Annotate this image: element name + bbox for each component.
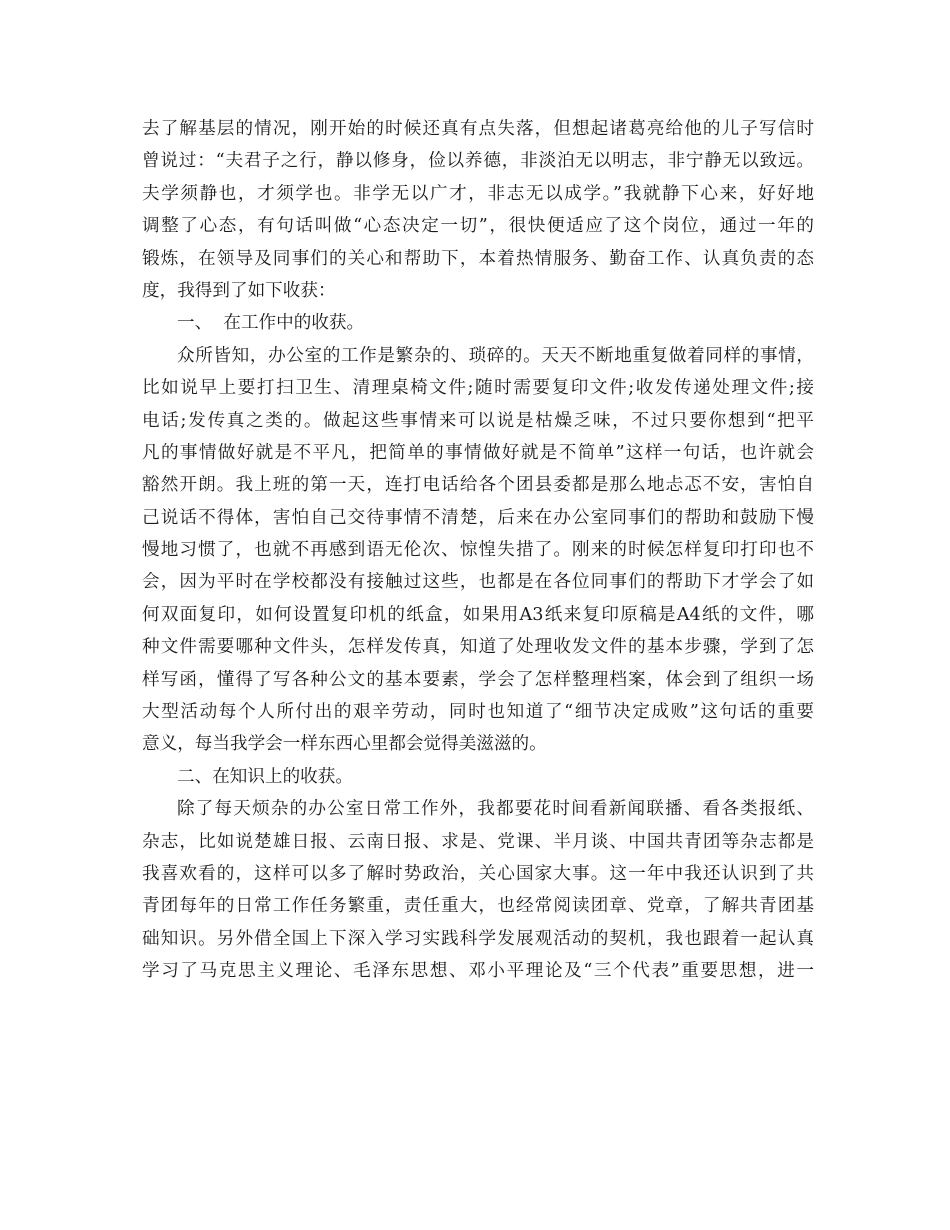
body-line: 杂志，比如说楚雄日报、云南日报、求是、党课、半月谈、中国共青团等杂志都是 [142,831,814,852]
body-line: 己说话不得体，害怕自己交待事情不清楚，后来在办公室同事们的帮助和鼓励下慢 [142,507,814,528]
paragraph-first-line: 众所皆知，办公室的工作是繁杂的、琐碎的。天天不断地重复做着同样的事情， [177,345,814,366]
body-line: 意义，每当我学会一样东西心里都会觉得美滋滋的。 [142,734,547,755]
body-line: 调整了心态，有句话叫做“心态决定一切”，很快便适应了这个岗位，通过一年的 [142,216,814,237]
body-line: 会，因为平时在学校都没有接触过这些，也都是在各位同事们的帮助下才学会了如 [142,572,814,593]
body-line: 电话;发传真之类的。做起这些事情来可以说是枯燥乏味，不过只要你想到“把平 [142,410,814,431]
body-line: 青团每年的日常工作任务繁重，责任重大，也经常阅读团章、党章，了解共青团基 [142,896,814,917]
body-line: 度，我得到了如下收获： [142,280,336,301]
body-line: 夫学须静也，才须学也。非学无以广才，非志无以成学。”我就静下心来，好好地 [142,183,814,204]
body-line: 样写函，懂得了写各种公文的基本要素，学会了怎样整理档案，体会到了组织一场 [142,669,814,690]
body-line: 豁然开朗。我上班的第一天，连打电话给各个团县委都是那么地忐忑不安，害怕自 [142,475,814,496]
body-line: 何双面复印，如何设置复印机的纸盒，如果用A3纸来复印原稿是A4纸的文件，哪 [142,604,814,625]
body-line: 我喜欢看的，这样可以多了解时势政治，关心国家大事。这一年中我还认识到了共 [142,863,814,884]
body-line: 种文件需要哪种文件头，怎样发传真，知道了处理收发文件的基本步骤，学到了怎 [142,637,814,658]
paragraph-first-line: 除了每天烦杂的办公室日常工作外，我都要花时间看新闻联播、看各类报纸、 [177,799,814,820]
body-line: 学习了马克思主义理论、毛泽东思想、邓小平理论及“三个代表”重要思想，进一 [142,961,814,982]
body-line: 曾说过：“夫君子之行，静以修身，俭以养德，非淡泊无以明志，非宁静无以致远。 [142,151,814,172]
body-line: 去了解基层的情况，刚开始的时候还真有点失落，但想起诸葛亮给他的儿子写信时 [142,119,814,139]
section-heading: 一、 在工作中的收获。 [177,313,365,334]
section-heading: 二、在知识上的收获。 [177,766,353,787]
body-line: 大型活动每个人所付出的艰辛劳动，同时也知道了“细节决定成败”这句话的重要 [142,702,814,723]
body-line: 锻炼，在领导及同事们的关心和帮助下，本着热情服务、勤奋工作、认真负责的态 [142,248,814,269]
body-line: 凡的事情做好就是不平凡，把简单的事情做好就是不简单”这样一句话，也许就会 [142,442,814,463]
body-line: 础知识。另外借全国上下深入学习实践科学发展观活动的契机，我也跟着一起认真 [142,928,814,949]
body-line: 比如说早上要打扫卫生、清理桌椅文件;随时需要复印文件;收发传递处理文件;接 [142,378,814,399]
document-body [142,113,814,988]
body-line: 慢地习惯了，也就不再感到语无伦次、惊惶失措了。刚来的时候怎样复印打印也不 [142,540,814,561]
